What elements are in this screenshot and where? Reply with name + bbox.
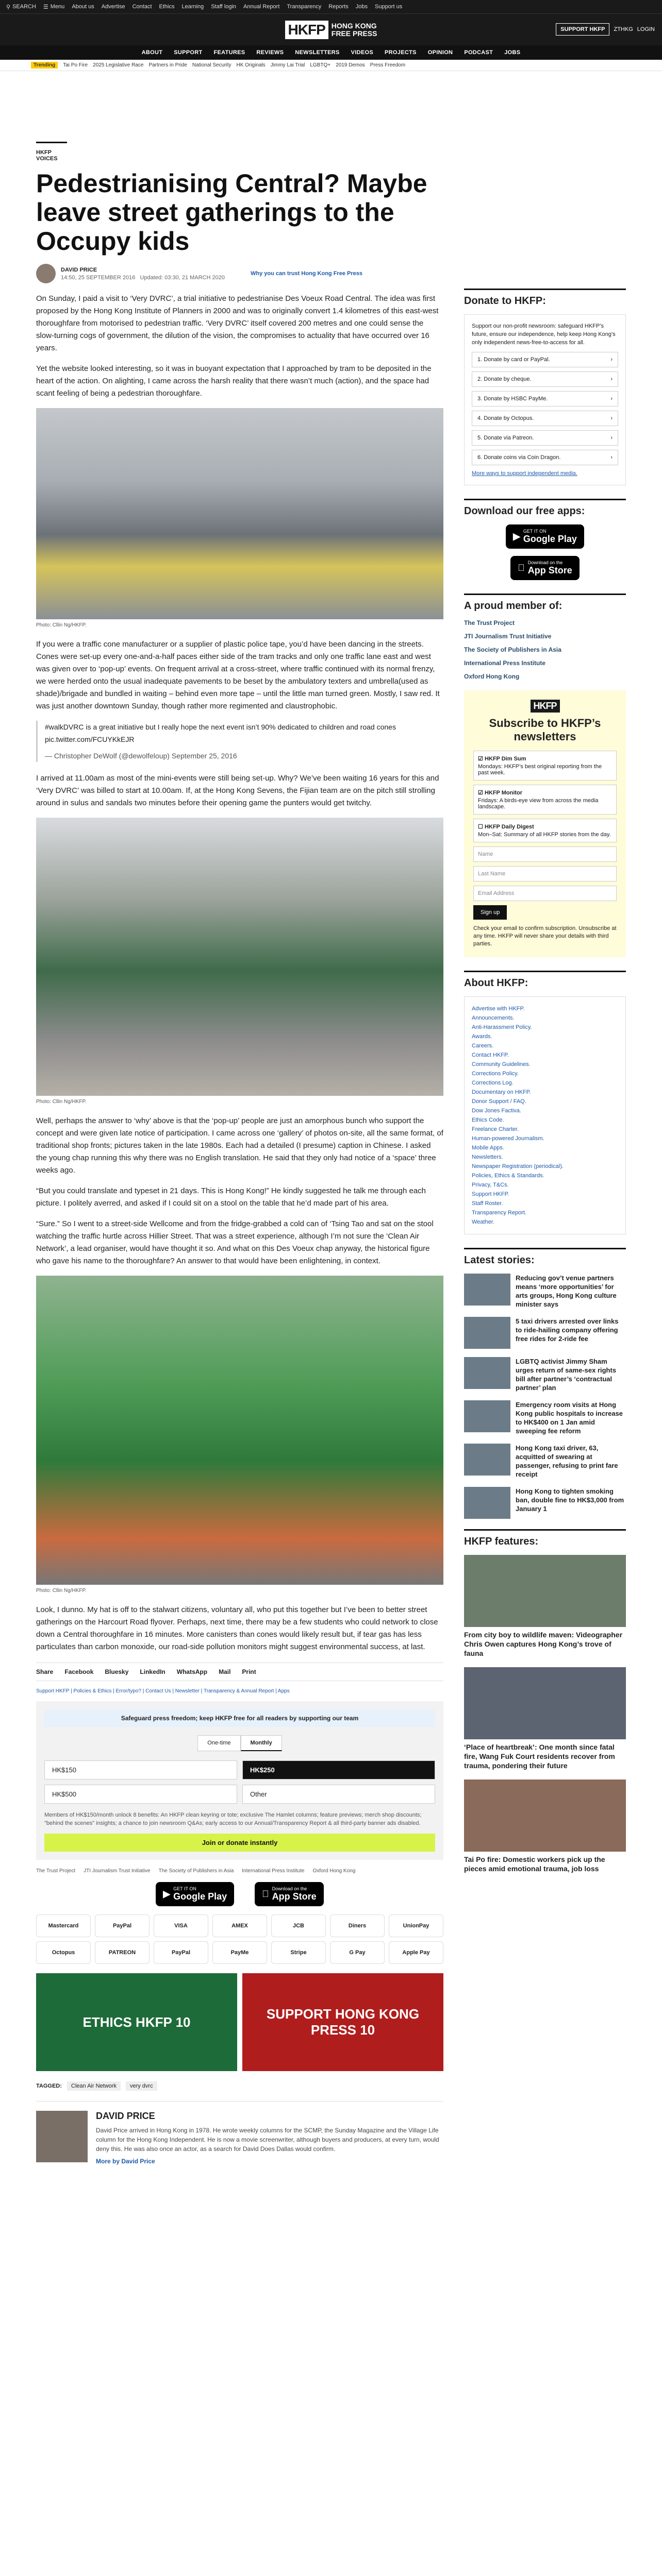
feature-image [464, 1555, 626, 1627]
share-facebook-button[interactable]: Facebook [64, 1668, 94, 1675]
article-footer-links[interactable]: Support HKFP | Policies & Ethics | Error/typo? | Contact Us | Newsletter | Transparency & Annual Report | Apps [36, 1688, 290, 1694]
share-whatsapp-button[interactable]: WhatsApp [176, 1668, 208, 1675]
visa-logo: VISA [154, 1914, 208, 1937]
jti-logo[interactable]: JTI Journalism Trust Initiative [84, 1868, 151, 1874]
octopus-logo: Octopus [36, 1941, 91, 1964]
byline [36, 264, 443, 283]
chevron-right-icon: › [610, 454, 613, 461]
trending-bar [0, 60, 662, 71]
story-thumbnail [464, 1274, 510, 1306]
topbar-link[interactable]: Transparency [287, 4, 322, 10]
donate-option[interactable]: 4. Donate by Octopus. › [472, 411, 618, 426]
share-linkedin-button[interactable]: LinkedIn [140, 1668, 166, 1675]
ethics-promo[interactable]: ETHICS HKFP 10 [36, 1973, 237, 2071]
search-icon: ⚲ [6, 4, 11, 10]
trending-link[interactable]: Tai Po Fire [63, 62, 88, 68]
about-link[interactable]: Announcements. [472, 1015, 515, 1021]
newsletter-signup [464, 690, 626, 957]
paragraph: On Sunday, I paid a visit to ‘Very DVRC’, a trial initiative to pedestrianise Des Voeux Road Central. The idea was first proposed by the Hong Kong Institute of Planners in 2000 and was to originally convert 1.4 kilometres of this east-west thoroughfare from motorised to pedestrian traffic. ‘Very DVRC’ itself covered 200 metres and one could sense the slow-turning cogs of government, the dilution of the vision, the compromises to actuality that have occurred over 16 years. [36, 294, 439, 352]
about-link[interactable]: Documentary on HKFP. [472, 1089, 531, 1095]
about-link[interactable]: Community Guidelines. [472, 1061, 531, 1067]
share-bar [36, 1663, 443, 1681]
features-list [464, 1555, 626, 1873]
masthead-actions [556, 23, 655, 36]
latest-story[interactable]: Reducing gov’t venue partners means ‘more opportunities’ for arts groups, Hong Kong culture minister says [464, 1274, 626, 1309]
google-play-badge[interactable]: ▶ GET IT ON Google Play [506, 524, 584, 549]
nav-item[interactable]: PODCAST [464, 49, 493, 56]
apple-icon [518, 563, 525, 573]
latest-story[interactable]: Emergency room visits at Hong Kong public hospitals to increase to HK$400 on 1 Jan amid sweeping fee reform [464, 1400, 626, 1435]
trending-link[interactable]: 2019 Demos [336, 62, 365, 68]
amount-option-selected[interactable]: HK$250 [242, 1760, 435, 1780]
member-logos [36, 1868, 443, 1874]
trending-label: Trending [31, 62, 58, 69]
amount-option[interactable]: HK$500 [44, 1785, 237, 1804]
topbar-link[interactable]: Staff login [211, 4, 237, 10]
topbar-link[interactable]: Support us [375, 4, 403, 10]
about-link[interactable]: Freelance Charter. [472, 1126, 519, 1132]
ipi-logo[interactable]: International Press Institute [242, 1868, 305, 1874]
nav-item[interactable]: PROJECTS [385, 49, 417, 56]
jcb-logo: JCB [271, 1914, 326, 1937]
story-thumbnail [464, 1317, 510, 1349]
promo-banners [36, 1973, 443, 2071]
checkbox-checked-icon: ☑ [478, 756, 483, 762]
login-link[interactable]: LOGIN [637, 26, 655, 32]
publish-date: 14:50, 25 SEPTEMBER 2016 [61, 274, 136, 281]
menu-icon: ☰ [43, 4, 48, 10]
donate-heading: Donate to HKFP: [464, 289, 626, 307]
apps-heading: Download our free apps: [464, 499, 626, 517]
email-input[interactable]: Email Address [473, 886, 617, 901]
trust-project-logo[interactable]: The Trust Project [464, 619, 515, 626]
trending-link[interactable]: 2025 Legislative Race [93, 62, 144, 68]
gpay-logo: G Pay [330, 1941, 385, 1964]
patreon-logo: PATREON [95, 1941, 150, 1964]
article-title: Pedestrianising Central? Maybe leave street gatherings to the Occupy kids [36, 169, 427, 256]
nav-item[interactable]: SUPPORT [174, 49, 203, 56]
checkbox-icon: ☐ [478, 824, 483, 830]
photo-caption: Photo: Cllin Ng/HKFP. [36, 1588, 87, 1594]
paragraph: I arrived at 11.00am as most of the mini-events were still being set-up. Why? We’ve been waiting 16 years for this and ‘Very DVRC’ was billed to start at 10.00am. If, at the Hong Kong Sevens, the Fijian team are on the pitch still strolling around in sulus and sandals two minutes before their opening game the punters would get twitchy. [36, 774, 439, 807]
share-bluesky-button[interactable]: Bluesky [105, 1668, 129, 1675]
about-heading: About HKFP: [464, 971, 626, 989]
about-link[interactable]: Careers. [472, 1043, 494, 1049]
story-thumbnail [464, 1400, 510, 1432]
article-photo [36, 408, 443, 619]
first-name-input[interactable]: Name [473, 846, 617, 862]
topbar-link[interactable]: Annual Report [243, 4, 280, 10]
chevron-right-icon: › [610, 396, 613, 402]
donate-option[interactable]: 1. Donate by card or PayPal. › [472, 352, 618, 367]
about-link[interactable]: Corrections Log. [472, 1080, 514, 1086]
payme-logo: PayMe [212, 1941, 267, 1964]
trending-link[interactable]: National Security [192, 62, 231, 68]
member-heading: A proud member of: [464, 594, 626, 612]
trust-project-logo[interactable]: The Trust Project [36, 1868, 76, 1874]
topbar-link[interactable]: Advertise [101, 4, 125, 10]
donate-option[interactable]: 3. Donate by HSBC PayMe. › [472, 391, 618, 406]
donate-box [464, 314, 626, 485]
language-switch[interactable]: ZTHKG [614, 26, 633, 32]
author-photo [36, 2111, 88, 2162]
paypal-logo: PayPal [95, 1914, 150, 1937]
why-trust-link[interactable]: Why you can trust Hong Kong Free Press [250, 270, 362, 277]
story-thumbnail [464, 1444, 510, 1476]
donate-text: Support our non-profit newsroom: safeguard HKFP’s future, ensure our independence, help keep Hong Kong’s only independent news-free-to-access for all. [472, 323, 616, 346]
paragraph: “But you could translate and typeset in 21 days. This is Hong Kong!” He kindly suggested he talk me through each picture. I politely averred, and asked if I could sit on a stool on the table that he’d made part of his area. [36, 1187, 426, 1208]
paragraph: Look, I dunno. My hat is off to the stalwart citizens, voluntary all, who put this together but I’ve been to better street gatherings on the Harcourt Road flyover. Perhaps, next time, there may be a few students who could network to close down a Central thoroughfare in 16 minutes. More canisters than cones would likely result but, if tear gas has less particulates than carbon monoxide, our road-side pollution monitors might suggest environmental success, at last. [36, 1605, 438, 1651]
apple-icon [262, 1889, 269, 1900]
checkbox-checked-icon: ☑ [478, 790, 483, 796]
about-link[interactable]: Newsletters. [472, 1154, 503, 1160]
join-donate-button[interactable]: Join or donate instantly [44, 1834, 435, 1852]
tag-link[interactable]: very dvrc [126, 2081, 157, 2091]
search-button[interactable]: ⚲ SEARCH [6, 4, 36, 10]
donate-option[interactable]: 2. Donate by cheque. › [472, 371, 618, 387]
about-box [464, 996, 626, 1234]
more-ways-link[interactable]: More ways to support independent media. [472, 470, 577, 477]
donate-option[interactable]: 5. Donate via Patreon. › [472, 430, 618, 446]
tweet-author[interactable]: — Christopher DeWolf (@dewolfeloup) September 25, 2016 [45, 752, 237, 760]
trending-link[interactable]: Jimmy Lai Trial [270, 62, 305, 68]
paragraph: Well, perhaps the answer to ‘why’ above is that the ‘pop-up’ people are just an amorphous bunch who support the concept and were given late notice of participation. I came across one ‘gallery’ of photos on-site, all the same format, of traditional shop fronts; pictures taken in the late 1980s. Each had a detailed (I presume) caption in Chinese. I asked the young chap running this why there was no English translation. He said that they only had notice of a ‘space’ three weeks ago. [36, 1116, 443, 1175]
author-box-name[interactable]: DAVID PRICE [96, 2111, 155, 2121]
feature-story[interactable]: Tai Po fire: Domestic workers pick up the pieces amid emotional trauma, job loss [464, 1780, 626, 1873]
latest-heading: Latest stories: [464, 1248, 626, 1266]
paragraph: If you were a traffic cone manufacturer or a supplier of plastic police tape, you’d have been dancing in the streets. Cones were set-up every one-and-a-half paces either side of the tram tracks and only one traffic lane east and west was given over to ‘pop-up’ events. On frequent arrival at a cross-street, where traffic continued with its normal frenzy, we were herded onto the usual inadequate pavements to be beset by the ambulatory texters and umbrella(used as shade)/brigade and bundled in waiting – behind even more tape – until the little man turned green. Mostly, I saw red. It was just another downtown Sunday, though rather more regimented and claustrophobic. [36, 640, 440, 710]
topbar-link[interactable]: Reports [328, 4, 349, 10]
safeguard-banner: Safeguard press freedom; keep HKFP free for all readers by supporting our team [44, 1709, 435, 1727]
amount-option-other[interactable]: Other [242, 1785, 435, 1804]
author-box [36, 2101, 443, 2165]
story-thumbnail [464, 1487, 510, 1519]
feature-image [464, 1780, 626, 1852]
feature-story[interactable]: ‘Place of heartbreak’: One month since fatal fire, Wang Fuk Court residents recover from trauma, pondering their future [464, 1667, 626, 1770]
about-link[interactable]: Newspaper Registration (periodical). [472, 1163, 564, 1170]
paypal-logo: PayPal [154, 1941, 208, 1964]
about-list [472, 1004, 618, 1227]
mastercard-logo: Mastercard [36, 1914, 91, 1937]
oxford-logo[interactable]: Oxford Hong Kong [464, 673, 520, 680]
site-logo[interactable]: HKFP HONG KONG FREE PRESS [285, 21, 377, 39]
menu-button[interactable]: ☰ Menu [43, 4, 65, 10]
print-button[interactable]: Print [242, 1668, 256, 1675]
main-nav [0, 45, 662, 60]
about-link[interactable]: Advertise with HKFP. [472, 1006, 525, 1012]
amount-option[interactable]: HK$150 [44, 1760, 237, 1780]
author-bio: David Price arrived in Hong Kong in 1978. He wrote weekly columns for the SCMP, the Sunday Magazine and the Village Life column for the Hong Kong Independent. He is now a movie screenwriter, although buyers and producers, at every turn, would deny this. He was also once an actor, as a search for David Does Dallas would confirm. [96, 2127, 439, 2153]
features-heading: HKFP features: [464, 1529, 626, 1548]
article-tags: TAGGED: Clean Air Network very dvrc [36, 2081, 443, 2091]
tab-monthly[interactable]: Monthly [241, 1735, 282, 1751]
trending-link[interactable]: HK Originals [236, 62, 266, 68]
share-label: Share [36, 1668, 54, 1675]
app-store-badge[interactable]: Download on the App Store [255, 1882, 324, 1906]
amex-logo: AMEX [212, 1914, 267, 1937]
payment-methods [36, 1914, 443, 1964]
latest-story[interactable]: 5 taxi drivers arrested over links to ride-hailing company offering free rides for 2-ride fee [464, 1317, 626, 1349]
applepay-logo: Apple Pay [389, 1941, 443, 1964]
about-link[interactable]: Contact HKFP. [472, 1052, 509, 1058]
sopa-logo[interactable]: The Society of Publishers in Asia [158, 1868, 234, 1874]
nav-item[interactable]: ABOUT [141, 49, 163, 56]
paragraph: Yet the website looked interesting, so it was in buoyant expectation that I approached by tram to be deposited in the heart of the action. On alighting, I came across the harsh reality that there wasn’t much (action), and the space had scant feeling of being a pedestrian thoroughfare. [36, 364, 432, 398]
photo-caption: Photo: Cllin Ng/HKFP. [36, 1099, 87, 1105]
top-utility-bar [0, 0, 662, 13]
about-link[interactable]: Anti-Harassment Policy. [472, 1024, 532, 1030]
tweet-text: #walkDVRC is a great initiative but I really hope the next event isn’t 90% dedicated to children and road cones pic.twitter.com/FCUYKkEJR [45, 723, 396, 743]
play-icon: ▶ [513, 531, 520, 541]
about-link[interactable]: Mobile Apps. [472, 1145, 504, 1151]
latest-story[interactable]: Hong Kong taxi driver, 63, acquitted of swearing at passenger, refusing to print fare receipt [464, 1444, 626, 1479]
google-play-badge[interactable]: ▶ GET IT ON Google Play [156, 1882, 234, 1906]
nav-item[interactable]: NEWSLETTERS [295, 49, 340, 56]
feature-story[interactable]: From city boy to wildlife maven: Videographer Chris Owen captures Hong Kong’s trove of fauna [464, 1555, 626, 1658]
masthead [0, 13, 662, 45]
latest-story[interactable]: LGBTQ activist Jimmy Sham urges return of same-sex rights bill after partner’s ‘contractual partner’ plan [464, 1357, 626, 1392]
about-link[interactable]: Staff Roster. [472, 1200, 503, 1207]
nav-item[interactable]: REVIEWS [256, 49, 284, 56]
section-label[interactable]: HKFP VOICES [36, 142, 67, 162]
feature-image [464, 1667, 626, 1739]
stripe-logo: Stripe [271, 1941, 326, 1964]
support-promo[interactable]: SUPPORT HONG KONG PRESS 10 [242, 1973, 443, 2071]
last-name-input[interactable]: Last Name [473, 866, 617, 882]
trending-link[interactable]: LGBTQ+ [310, 62, 331, 68]
paragraph: “Sure.” So I went to a street-side Wellcome and from the fridge-grabbed a cold can of ‘Tsing Tao and sat on the stool watching the traffic hurtle across Hillier Street. That was a street experience, although I’m not sure the ‘Clean Air Network’, a lead organiser, would have thought it so. And what on this Des Voeux chap anyway, the historical figure who gave his name to the thoroughfare? An answer to that would have been enlightening, in context. [36, 1219, 434, 1265]
topbar-link[interactable]: Learning [181, 4, 204, 10]
member-logos-list [464, 619, 626, 680]
more-by-author-link[interactable]: More by David Price [96, 2158, 155, 2165]
trending-link[interactable]: Partners in Pride [148, 62, 187, 68]
latest-list [464, 1274, 626, 1519]
about-link[interactable]: Donor Support / FAQ. [472, 1098, 526, 1105]
author-avatar [36, 264, 56, 283]
about-link[interactable]: Transparency Report. [472, 1210, 526, 1216]
oxford-logo[interactable]: Oxford Hong Kong [312, 1868, 356, 1874]
nav-item[interactable]: OPINION [427, 49, 453, 56]
nav-item[interactable]: VIDEOS [351, 49, 374, 56]
ipi-logo[interactable]: International Press Institute [464, 659, 546, 667]
about-link[interactable]: Awards. [472, 1033, 492, 1040]
latest-story[interactable]: Hong Kong to tighten smoking ban, double fine to HK$3,000 from January 1 [464, 1487, 626, 1519]
unionpay-logo: UnionPay [389, 1914, 443, 1937]
tab-one-time[interactable]: One-time [197, 1735, 240, 1751]
membership-benefits: Members of HK$150/month unlock 8 benefits: An HKFP clean keyring or tote; exclusive The Hamlet columns; feature previews; merch shop discounts; "behind the scenes" insights; a chance to join newsroom Q&As; early access to our Annual/Transparency Report & all third-party banner ads disabled. [44, 1812, 422, 1826]
play-icon: ▶ [163, 1889, 171, 1899]
article-photo [36, 1276, 443, 1585]
donate-widget [36, 1701, 443, 1860]
sidebar-app-badges [464, 524, 626, 580]
chevron-right-icon: › [610, 376, 613, 382]
about-link[interactable]: Dow Jones Factiva. [472, 1108, 521, 1114]
updated-date: Updated: 03:30, 21 MARCH 2020 [140, 274, 225, 281]
donate-option[interactable]: 6. Donate coins via Coin Dragon. › [472, 450, 618, 465]
chevron-right-icon: › [610, 357, 613, 363]
topbar-link[interactable]: Jobs [355, 4, 368, 10]
author-name[interactable]: DAVID PRICE [61, 266, 97, 273]
nav-item[interactable]: JOBS [504, 49, 521, 56]
photo-caption: Photo: Cllin Ng/HKFP. [36, 622, 87, 628]
support-hkfp-button[interactable]: SUPPORT HKFP [556, 23, 609, 36]
diners-logo: Diners [330, 1914, 385, 1937]
newsletter-option[interactable]: ☑ HKFP Monitor Fridays: A birds-eye view from across the media landscape. [473, 785, 617, 815]
tag-link[interactable]: Clean Air Network [67, 2081, 121, 2091]
hkfp-logo: HKFP [531, 700, 560, 713]
about-link[interactable]: Support HKFP. [472, 1191, 509, 1197]
story-thumbnail [464, 1357, 510, 1389]
signup-button[interactable]: Sign up [473, 905, 507, 920]
chevron-right-icon: › [610, 435, 613, 441]
about-link[interactable]: Human-powered Journalism. [472, 1136, 544, 1142]
jti-logo[interactable]: JTI Journalism Trust Initiative [464, 633, 552, 640]
about-link[interactable]: Ethics Code. [472, 1117, 504, 1123]
newsletter-note: Check your email to confirm subscription. Unsubscribe at any time. HKFP will never share your details with third parties. [473, 925, 617, 947]
share-mail-button[interactable]: Mail [219, 1668, 231, 1675]
article [36, 142, 443, 2165]
embedded-tweet [36, 721, 443, 762]
about-link[interactable]: Privacy, T&Cs. [472, 1182, 509, 1188]
article-photo [36, 818, 443, 1096]
topbar-link[interactable]: About us [72, 4, 94, 10]
about-link[interactable]: Weather. [472, 1219, 494, 1225]
topbar-link[interactable]: Ethics [159, 4, 175, 10]
sidebar [464, 289, 626, 1883]
newsletter-option[interactable]: ☐ HKFP Daily Digest Mon–Sat: Summary of all HKFP stories from the day. [473, 819, 617, 842]
nav-item[interactable]: FEATURES [213, 49, 245, 56]
app-badges [36, 1882, 443, 1906]
trending-link[interactable]: Press Freedom [370, 62, 406, 68]
chevron-right-icon: › [610, 415, 613, 421]
topbar-link[interactable]: Contact [132, 4, 152, 10]
donate-amounts [44, 1760, 435, 1804]
newsletter-option[interactable]: ☑ HKFP Dim Sum Mondays: HKFP’s best original reporting from the past week. [473, 751, 617, 781]
newsletter-heading: Subscribe to HKFP’s newsletters [489, 717, 601, 743]
sopa-logo[interactable]: The Society of Publishers in Asia [464, 646, 561, 653]
donate-frequency-tabs [44, 1735, 435, 1751]
app-store-badge[interactable]: Download on the App Store [510, 556, 580, 580]
about-link[interactable]: Policies, Ethics & Standards. [472, 1173, 544, 1179]
about-link[interactable]: Corrections Policy. [472, 1071, 519, 1077]
